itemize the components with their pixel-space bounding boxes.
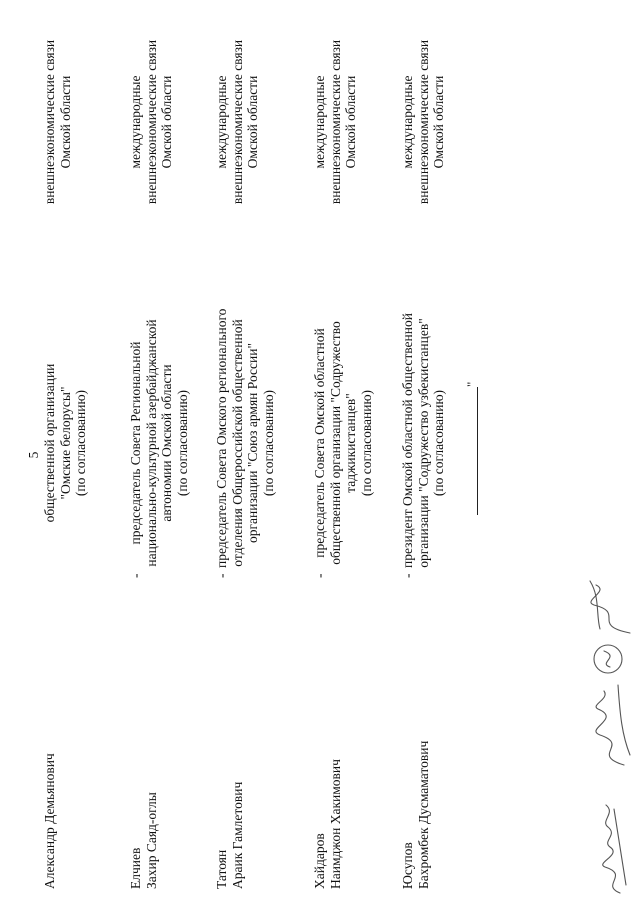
- position-line: национально-культурной азербайджанской: [143, 319, 159, 567]
- department-line: международные: [400, 75, 415, 169]
- department-line: внешнеэкономические связи: [42, 39, 57, 205]
- department-line: внешнеэкономические связи: [143, 39, 159, 205]
- department-line: внешнеэкономические связи: [415, 39, 431, 205]
- person-name: [312, 609, 343, 889]
- position-line: организации "Содружество узбекистанцев": [415, 318, 431, 568]
- person-position: [312, 318, 374, 568]
- department-line: Омской области: [57, 75, 73, 169]
- position-line: президент Омской областной общественной: [400, 313, 415, 568]
- position-line: председатель Совета Омского регионального: [214, 308, 229, 568]
- position-line: (по согласованию): [73, 389, 88, 497]
- name-line: Бахромбек Дусмаматович: [415, 740, 431, 889]
- department: [312, 0, 359, 247]
- name-line: Александр Демьянович: [42, 753, 57, 889]
- signatures-area: [560, 575, 640, 905]
- position-line: автономии Омской области: [159, 364, 174, 522]
- person-name: [128, 609, 159, 889]
- position-line: общественной организации "Содружество: [327, 321, 343, 565]
- page-number: 5: [26, 451, 41, 459]
- name-line: Захир Саяд-оглы: [143, 792, 159, 889]
- department-line: внешнеэкономические связи: [327, 39, 343, 205]
- person-name: [400, 609, 431, 889]
- position-line: общественной организации: [42, 363, 57, 523]
- name-line: Наимджон Хакимович: [327, 759, 343, 889]
- name-line: Хайдаров: [312, 833, 327, 889]
- department-line: международные: [214, 75, 229, 169]
- position-line: отделения Общероссийской общественной: [229, 319, 245, 567]
- row-dash: -: [128, 573, 143, 578]
- position-line: таджикистанцев": [343, 393, 358, 493]
- department-line: внешнеэкономические связи: [229, 39, 245, 205]
- position-line: (по согласованию): [260, 389, 276, 497]
- name-line: Араик Гамлетович: [229, 781, 245, 889]
- name-line: Елчиев: [128, 847, 143, 889]
- person-position: [128, 318, 190, 568]
- row-dash: -: [312, 573, 327, 578]
- department-line: Омской области: [431, 75, 446, 169]
- person-position: [214, 308, 276, 568]
- person-position: [42, 318, 89, 568]
- position-line: председатель Совета Региональной: [128, 341, 143, 545]
- person-name: [42, 609, 58, 889]
- department: [42, 0, 73, 247]
- closing-quote: ": [464, 381, 479, 387]
- department-line: международные: [128, 75, 143, 169]
- department-line: Омской области: [343, 75, 358, 169]
- department-line: Омской области: [245, 75, 260, 169]
- person-position: [400, 313, 447, 568]
- handwritten-signatures-icon: [560, 575, 640, 905]
- department: [128, 0, 175, 247]
- position-line: организации "Союз армян России": [245, 343, 260, 544]
- row-dash: -: [214, 573, 229, 578]
- department: [400, 0, 447, 247]
- name-line: Татоян: [214, 849, 229, 889]
- name-line: Юсупов: [400, 842, 415, 889]
- position-line: председатель Совета Омской областной: [312, 328, 327, 558]
- department-line: Омской области: [159, 75, 174, 169]
- position-line: (по согласованию): [431, 389, 446, 497]
- department-line: международные: [312, 75, 327, 169]
- person-name: [214, 609, 245, 889]
- position-line: "Омские белорусы": [57, 386, 73, 500]
- department: [214, 0, 261, 247]
- position-line: (по согласованию): [358, 389, 374, 497]
- underline-rule: [477, 387, 478, 515]
- row-dash: -: [400, 573, 415, 578]
- position-line: (по согласованию): [174, 389, 190, 497]
